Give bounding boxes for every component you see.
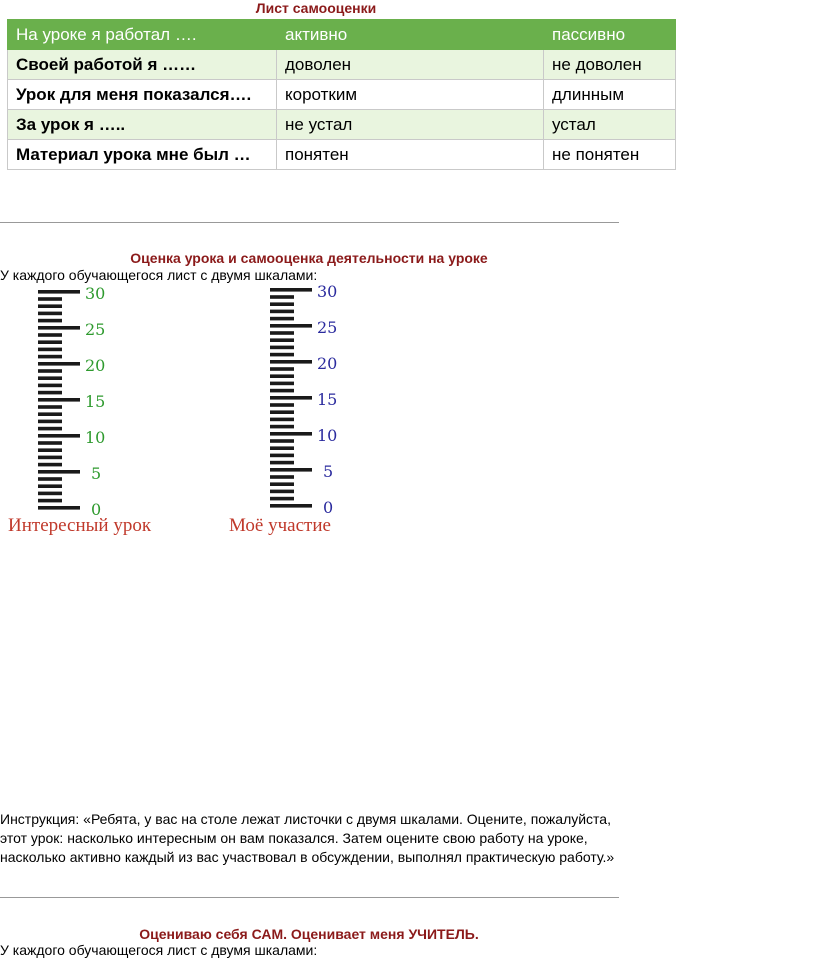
major-tick [38,290,80,294]
tick-label: 30 [317,282,338,301]
participation-scale-label: Моё участие [229,515,331,536]
major-tick [270,432,312,436]
table-cell: коротким [277,80,544,110]
tick-label: 0 [91,500,102,519]
minor-tick [270,418,294,422]
table-cell: не понятен [544,140,676,170]
major-tick [38,506,80,510]
minor-tick [270,490,294,494]
minor-tick [270,425,294,429]
divider [0,222,619,223]
minor-tick [270,446,294,450]
tick-label: 5 [91,464,102,483]
major-tick [38,326,80,330]
minor-tick [270,410,294,414]
interest-scale [30,284,140,519]
table-cell: активно [277,20,544,50]
minor-tick [38,355,62,359]
table-cell: не доволен [544,50,676,80]
tick-label: 30 [85,284,106,303]
participation-scale [262,282,372,517]
minor-tick [270,461,294,465]
table-cell: понятен [277,140,544,170]
table-cell: За урок я ….. [8,110,277,140]
tick-label: 20 [317,354,338,373]
instruction-text [0,810,640,867]
table-row [8,50,676,80]
table-row [8,20,676,50]
minor-tick [270,367,294,371]
minor-tick [270,310,294,314]
minor-tick [270,374,294,378]
major-tick [270,360,312,364]
minor-tick [270,482,294,486]
minor-tick [270,346,294,350]
minor-tick [38,333,62,337]
minor-tick [270,353,294,357]
major-tick [38,434,80,438]
minor-tick [38,297,62,301]
instruction-line: этот урок: насколько интересным он вам показался. Затем оцените свою работу на уроке, [0,830,588,846]
minor-tick [270,475,294,479]
section2-intro: У каждого обучающегося лист с двумя шкалами: [0,942,318,958]
table-cell: Своей работой я …… [8,50,277,80]
scale-ticks [38,290,80,510]
minor-tick [38,405,62,409]
interest-scale-label: Интересный урок [8,515,152,536]
table-row [8,140,676,170]
table-cell: Урок для меня показался…. [8,80,277,110]
tick-label: 0 [323,498,334,517]
major-tick [270,324,312,328]
minor-tick [270,331,294,335]
minor-tick [38,463,62,467]
tick-label: 15 [317,390,338,409]
minor-tick [38,441,62,445]
tick-label: 5 [323,462,334,481]
section1-intro: У каждого обучающегося лист с двумя шкалами: [0,267,318,283]
minor-tick [38,499,62,503]
major-tick [38,362,80,366]
minor-tick [38,412,62,416]
major-tick [270,504,312,508]
minor-tick [270,317,294,321]
table-cell: Материал урока мне был … [8,140,277,170]
minor-tick [38,448,62,452]
minor-tick [38,484,62,488]
minor-tick [38,319,62,323]
instruction-line: Инструкция: «Ребята, у вас на столе лежат листочки с двумя шкалами. Оцените, пожалуйста, [0,811,611,827]
major-tick [38,398,80,402]
table-row [8,110,676,140]
minor-tick [38,420,62,424]
minor-tick [38,348,62,352]
minor-tick [270,439,294,443]
minor-tick [270,403,294,407]
minor-tick [38,391,62,395]
minor-tick [38,492,62,496]
major-tick [270,288,312,292]
tick-label: 10 [317,426,338,445]
major-tick [270,396,312,400]
table-cell: На уроке я работал …. [8,20,277,50]
instruction-line: насколько активно каждый из вас участвовал в обсуждении, выполнял практическую работу.» [0,849,615,865]
minor-tick [38,369,62,373]
minor-tick [270,382,294,386]
minor-tick [270,497,294,501]
tick-label: 25 [85,320,106,339]
minor-tick [270,454,294,458]
table-cell: пассивно [544,20,676,50]
table-cell: доволен [277,50,544,80]
minor-tick [38,304,62,308]
table-cell: длинным [544,80,676,110]
minor-tick [38,312,62,316]
tick-label: 25 [317,318,338,337]
table-row [8,80,676,110]
section2-title: Оцениваю себя САМ. Оценивает меня УЧИТЕЛЬ. [139,926,479,942]
divider [0,897,619,898]
table-cell: устал [544,110,676,140]
minor-tick [38,477,62,481]
minor-tick [270,302,294,306]
major-tick [270,468,312,472]
tick-label: 15 [85,392,106,411]
major-tick [38,470,80,474]
minor-tick [270,338,294,342]
self-assessment-table [7,19,676,170]
minor-tick [38,340,62,344]
tick-label: 10 [85,428,106,447]
table-cell: не устал [277,110,544,140]
self-assessment-title: Лист самооценки [255,0,377,16]
minor-tick [38,376,62,380]
tick-label: 20 [85,356,106,375]
minor-tick [38,427,62,431]
minor-tick [270,389,294,393]
section1-title: Оценка урока и самооценка деятельности на уроке [130,250,488,266]
scale-ticks [270,288,312,508]
minor-tick [38,456,62,460]
minor-tick [270,295,294,299]
minor-tick [38,384,62,388]
